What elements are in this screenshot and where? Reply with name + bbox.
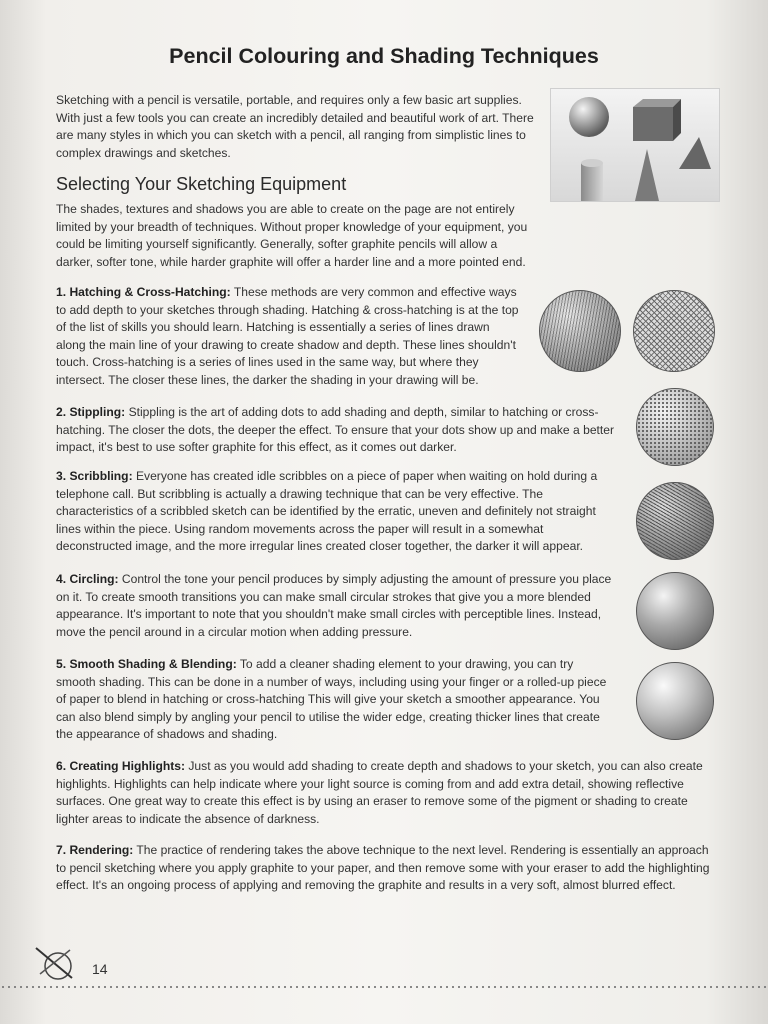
cone-shape (635, 149, 659, 201)
technique-label: 5. Smooth Shading & Blending: (56, 657, 237, 671)
intro-paragraph: Sketching with a pencil is versatile, portable, and requires only a few basic art supplies. With just a few tools you can create an incredibly detailed and beautiful work of art. There are many styles in which you can sketch with a pencil, all ranging from simplistic lines to complex drawings and sketches. (56, 93, 534, 160)
page-title: Pencil Colouring and Shading Techniques (169, 44, 599, 68)
technique-item (56, 571, 616, 641)
hatching-sphere (539, 290, 621, 372)
technique-text: The practice of rendering takes the above technique to the next level. Rendering is essentially an approach to pencil sketching where you apply graphite to your paper, and then remove some with your eraser to add the highlighting effect. It's an ongoing process of applying and removing the graphite and results in a very soft, almost blurred effect. (56, 843, 710, 893)
footer-dotted-line (0, 985, 768, 989)
shapes-drawing (551, 89, 719, 201)
circling-sphere (636, 572, 714, 650)
shapes-illustration (550, 88, 720, 202)
technique-item (56, 656, 616, 744)
technique-label: 7. Rendering: (56, 843, 134, 857)
section-text-content: The shades, textures and shadows you are able to create on the page are not entirely limited by your breadth of techniques. Without proper knowledge of your equipment, you could be limiting yourself significantly. Generally, softer graphite pencils will allow a darker, softer tone, while harder graphite will offer a harder line and a more pointed end. (56, 202, 528, 269)
technique-label: 2. Stippling: (56, 405, 126, 419)
technique-text: These methods are very common and effective ways to add depth to your sketches through shading. Hatching & cross-hatching is at the top of the list of skills you should learn. Hatching is essentially a series of lines drawn along the main line of your drawing to create shadow and depth. These lines shouldn't touch. Cross-hatching is a series of lines used in the same way, but where they intersect. The closer these lines, the darker the shading in your drawing will be. (56, 285, 519, 387)
page-number: 14 (92, 961, 108, 977)
scribbling-sphere (636, 482, 714, 560)
technique-label: 6. Creating Highlights: (56, 759, 186, 773)
section-heading: Selecting Your Sketching Equipment (56, 174, 347, 194)
technique-text: Just as you would add shading to create depth and shadows to your sketch, you can also create highlights. Highlights can help indicate where your light source is coming from and add extra detail, showing reflective surfaces. One great way to create this effect is by using an eraser to remove some of the pigment or shading to create lighter areas to indicate the absence of darkness. (56, 759, 703, 826)
technique-item (56, 404, 616, 457)
technique-text: To add a cleaner shading element to your drawing, you can try smooth shading. This can be done in a number of ways, including using your finger or a rolled-up piece of paper to blend in hatching or cross-hatching This will give your sketch a smoother appearance. You can also blend simply by angling your pencil to utilise the wider edge, creating thicker lines that create the appearance of shadows and shading. (56, 657, 607, 742)
cylinder-shape (581, 163, 603, 201)
technique-label: 3. Scribbling: (56, 469, 133, 483)
technique-text: Everyone has created idle scribbles on a piece of paper when waiting on hold during a telephone call. But scribbling is actually a drawing technique that can be very effective. The characteristics of a scribbled sketch can be identified by the erratic, uneven and definitely not straight lines within the piece. Using random movements across the paper will result in a somewhat deconstructed image, and the more irregular lines created closer together, the darker it will appear. (56, 469, 598, 554)
technique-item (56, 284, 520, 390)
technique-label: 4. Circling: (56, 572, 119, 586)
section-text (56, 201, 536, 271)
cube-shape (633, 107, 673, 141)
stippling-sphere (636, 388, 714, 466)
technique-text: Stippling is the art of adding dots to add shading and depth, similar to hatching or cross-hatching. The closer the dots, the deeper the effect. To ensure that your dots show up and make a better impact, it's best to use softer graphite for this effect, as it comes out darker. (56, 405, 615, 455)
sphere-shape (569, 97, 609, 137)
technique-text: Control the tone your pencil produces by simply adjusting the amount of pressure you place on it. To create smooth transitions you can make small circular strokes that give you a more blended appearance. It's important to note that you shouldn't make small circles with perceptible lines. Instead, move the pencil around in a circular motion when adding pressure. (56, 572, 612, 639)
technique-label: 1. Hatching & Cross-Hatching: (56, 285, 231, 299)
cross-hatching-sphere (633, 290, 715, 372)
technique-item (56, 758, 716, 828)
smooth-shading-sphere (636, 662, 714, 740)
technique-item (56, 842, 716, 895)
pencil-brush-icon (32, 944, 80, 982)
pyramid-shape (679, 137, 711, 169)
technique-item (56, 468, 616, 556)
